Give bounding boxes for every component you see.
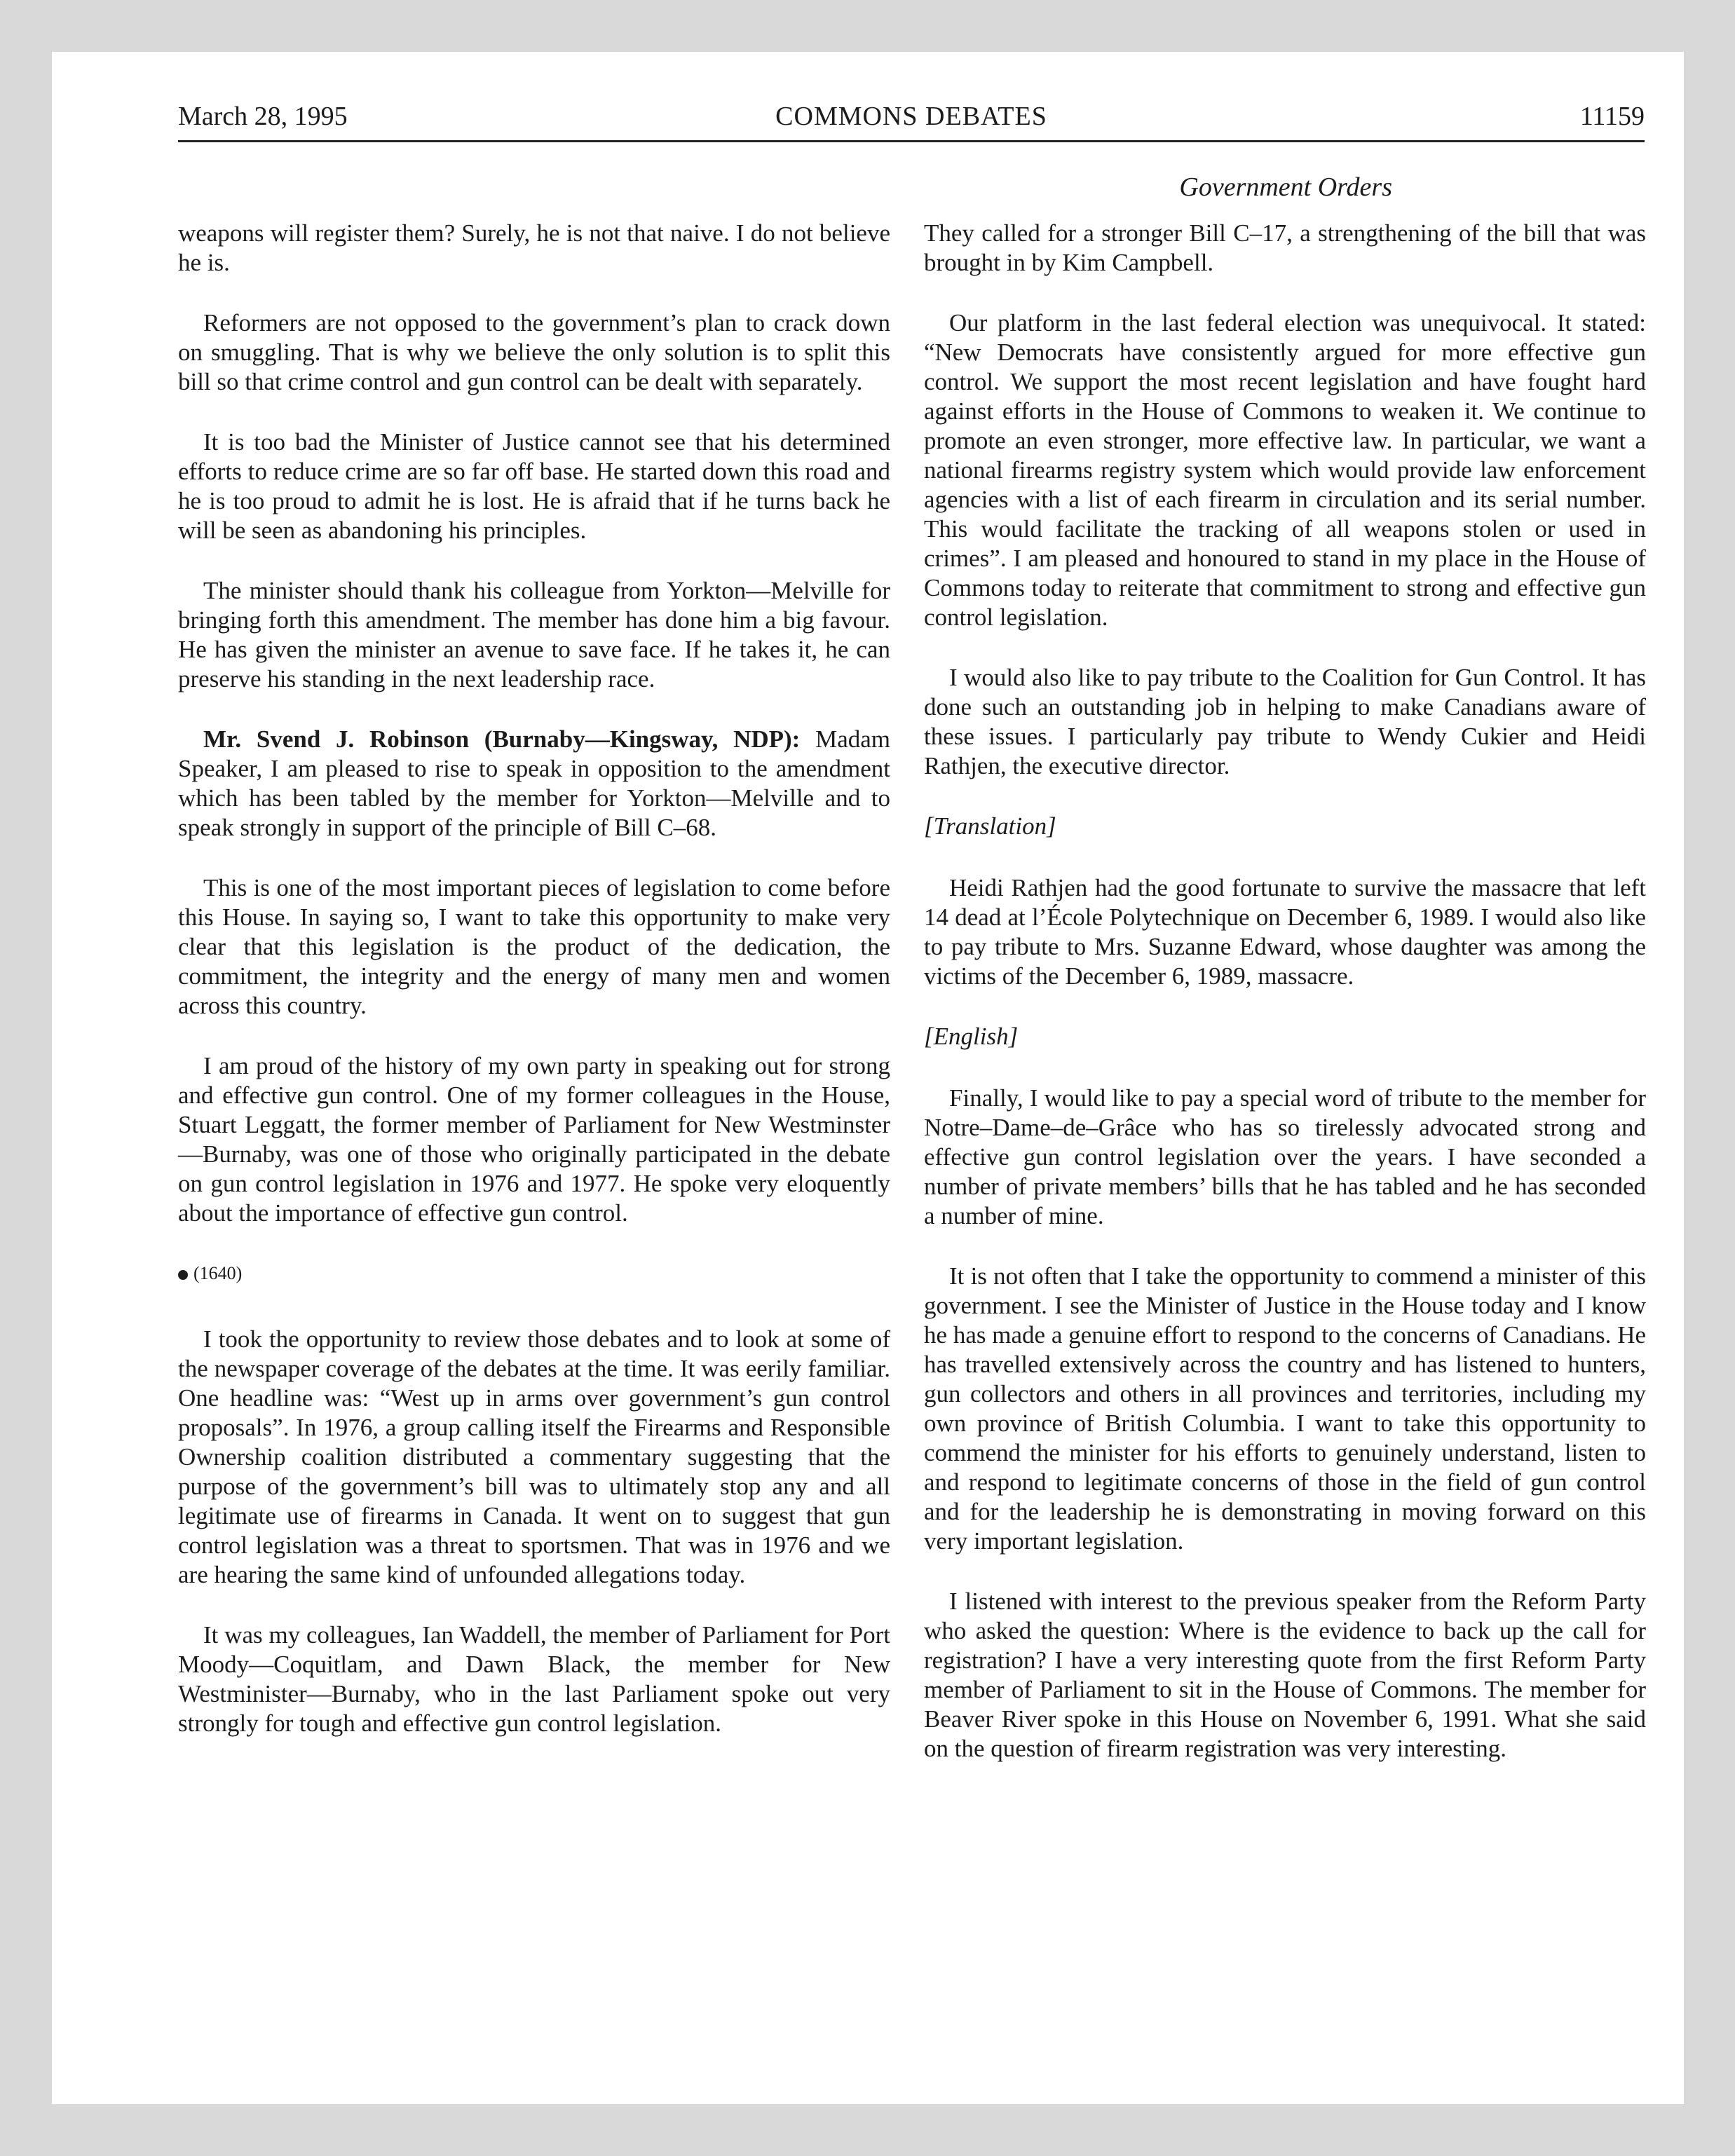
paragraph: weapons will register them? Surely, he is not that naive. I do not believe he is. bbox=[178, 219, 890, 276]
bullet-icon bbox=[178, 1270, 188, 1280]
timestamp-text: (1640) bbox=[193, 1263, 243, 1283]
running-header bbox=[178, 95, 1645, 142]
timestamp bbox=[178, 1259, 890, 1288]
paragraph: This is one of the most important pieces of legislation to come before this House. In saying so, I want to take this opportunity to make very clear that this legislation is the product of the dedication, the commitment, the integrity and the energy of many men and women across this country. bbox=[178, 874, 890, 1019]
header-date: March 28, 1995 bbox=[178, 102, 348, 131]
paragraph: The minister should thank his colleague from Yorkton—Melville for bringing forth this amendment. The member has done him a big favour. He has given the minister an avenue to save face. If he takes it, he can preserve his standing in the next leadership race. bbox=[178, 577, 890, 692]
paragraph: Finally, I would like to pay a special word of tribute to the member for Notre–Dame–de–Grâce who has so tirelessly advocated strong and effective gun control legislation over the years. I have seconded a number of private members’ bills that he has tabled and he has seconded a number of mine. bbox=[924, 1084, 1646, 1229]
language-marker-translation: [Translation] bbox=[924, 812, 1056, 840]
left-column bbox=[178, 219, 890, 1769]
paragraph: I would also like to pay tribute to the Coalition for Gun Control. It has done such an outstanding job in helping to make Canadians aware of these issues. I particularly pay tribute to Wendy Cukier and Heidi Rathjen, the executive director. bbox=[924, 664, 1646, 779]
header-journal-title: COMMONS DEBATES bbox=[775, 102, 1047, 131]
speaker-name: Mr. Svend J. Robinson (Burnaby—Kingsway, NDP): bbox=[203, 725, 801, 753]
paragraph: I took the opportunity to review those debates and to look at some of the newspaper coverage of the debates at the time. It was eerily familiar. One headline was: “West up in arms over government’s gun control proposals”. In 1976, a group calling itself the Firearms and Responsible Ownership coalition distributed a commentary suggesting that the purpose of the government’s bill was to ultimately stop any and all legitimate use of firearms in Canada. It went on to suggest that gun control legislation was a threat to sportsmen. That was in 1976 and we are hearing the same kind of unfounded allegations today. bbox=[178, 1325, 890, 1588]
paragraph: It is not often that I take the opportunity to commend a minister of this government. I see the Minister of Justice in the House today and I know he has made a genuine effort to respond to the concerns of Canadians. He has travelled extensively across the country and has listened to hunters, gun collectors and others in all provinces and territories, including my own province of British Columbia. I want to take this opportunity to commend the minister for his efforts to genuinely understand, listen to and respond to legitimate concerns of those in the field of gun control and for the leadership he is demonstrating in moving forward on this very important legislation. bbox=[924, 1262, 1646, 1555]
speech-paragraph bbox=[178, 725, 890, 842]
paragraph: It is too bad the Minister of Justice cannot see that his determined efforts to reduce crime are so far off base. He started down this road and he is too proud to admit he is lost. He is afraid that if he turns back he will be seen as abandoning his principles. bbox=[178, 428, 890, 544]
paragraph: I listened with interest to the previous speaker from the Reform Party who asked the question: Where is the evidence to back up the call for registration? I have a very interesting quote from the first Reform Party member of Parliament to sit in the House of Commons. The member for Beaver River spoke in this House on November 6, 1991. What she said on the question of firearm registration was very interesting. bbox=[924, 1588, 1646, 1762]
paragraph: They called for a stronger Bill C–17, a strengthening of the bill that was brought in by Kim Campbell. bbox=[924, 219, 1646, 276]
paragraph: It was my colleagues, Ian Waddell, the member of Parliament for Port Moody—Coquitlam, and Dawn Black, the member for New Westminister—Burnaby, who in the last Parliament spoke out very strongly for tough and effective gun control legislation. bbox=[178, 1621, 890, 1737]
paragraph: I am proud of the history of my own party in speaking out for strong and effective gun control. One of my former colleagues in the House, Stuart Leggatt, the former member of Parliament for New Westminster—Burnaby, was one of those who originally participated in the debate on gun control legislation in 1976 and 1977. He spoke very eloquently about the importance of effective gun control. bbox=[178, 1052, 890, 1227]
paragraph: Reformers are not opposed to the government’s plan to crack down on smuggling. That is why we believe the only solution is to split this bill so that crime control and gun control can be dealt with separately. bbox=[178, 309, 890, 395]
paragraph: Heidi Rathjen had the good fortunate to survive the massacre that left 14 dead at l’École Polytechnique on December 6, 1989. I would also like to pay tribute to Mrs. Suzanne Edward, whose daughter was among the victims of the December 6, 1989, massacre. bbox=[924, 874, 1646, 990]
header-page-number: 11159 bbox=[1579, 102, 1645, 131]
speech-text: Madam Speaker, I am pleased to rise to speak in opposition to the amendment which has been tabled by the member for Yorkton—Melville and to speak strongly in support of the principle of Bill C–68. bbox=[178, 725, 891, 841]
paragraph: Our platform in the last federal election was unequivocal. It stated: “New Democrats have consistently argued for more effective gun control. We support the most recent legislation and have fought hard against efforts in the House of Commons to weaken it. We continue to promote an even stronger, more effective law. In particular, we want a national firearms registry system which would provide law enforcement agencies with a list of each firearm in circulation and its serial number. This would facilitate the tracking of all weapons stolen or used in crimes”. I am pleased and honoured to stand in my place in the House of Commons today to reiterate that commitment to strong and effective gun control legislation. bbox=[924, 309, 1646, 631]
right-column bbox=[924, 219, 1646, 1794]
section-label: Government Orders bbox=[1179, 172, 1392, 202]
language-marker-english: [English] bbox=[924, 1023, 1019, 1050]
